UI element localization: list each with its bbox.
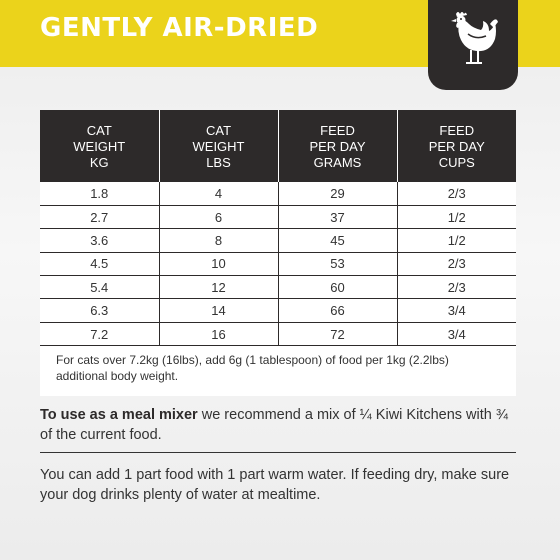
table-row <box>40 299 516 322</box>
cell-lbs: 10 <box>159 252 278 275</box>
cell-cups: 2/3 <box>397 276 516 299</box>
header-cat-weight-lbs: CAT WEIGHT LBS <box>159 110 278 182</box>
cell-grams: 60 <box>278 276 397 299</box>
cell-cups: 1/2 <box>397 205 516 228</box>
header-feed-cups: FEED PER DAY CUPS <box>397 110 516 182</box>
table-row <box>40 322 516 345</box>
meal-mixer-heading: To use as a meal mixer <box>40 407 198 423</box>
cell-kg: 6.3 <box>40 299 159 322</box>
cell-lbs: 8 <box>159 229 278 252</box>
cell-cups: 3/4 <box>397 299 516 322</box>
header-cat-weight-kg: CAT WEIGHT KG <box>40 110 159 182</box>
cell-grams: 72 <box>278 322 397 345</box>
table-header-row <box>40 110 516 182</box>
cell-lbs: 12 <box>159 276 278 299</box>
cell-kg: 5.4 <box>40 276 159 299</box>
cell-cups: 2/3 <box>397 252 516 275</box>
table-row <box>40 276 516 299</box>
cell-lbs: 4 <box>159 182 278 205</box>
cell-lbs: 14 <box>159 299 278 322</box>
banner-title: GENTLY AIR-DRIED <box>40 13 319 43</box>
cell-cups: 3/4 <box>397 322 516 345</box>
cell-grams: 66 <box>278 299 397 322</box>
cell-grams: 53 <box>278 252 397 275</box>
cell-grams: 37 <box>278 205 397 228</box>
table-row <box>40 205 516 228</box>
cell-cups: 2/3 <box>397 182 516 205</box>
feeding-guide-card <box>40 110 516 396</box>
cell-kg: 1.8 <box>90 185 109 201</box>
extra-weight-note: For cats over 7.2kg (16lbs), add 6g (1 tablespoon) of food per 1kg (2.2lbs) additional body weight. <box>56 353 449 384</box>
table-row <box>40 182 516 205</box>
table-row <box>40 229 516 252</box>
meal-mixer-body: we recommend a mix of ¼ Kiwi Kitchens with ¾ of the current food. <box>40 407 508 443</box>
feeding-table <box>40 110 516 346</box>
protein-badge <box>428 0 518 90</box>
header-feed-grams: FEED PER DAY GRAMS <box>278 110 397 182</box>
cell-kg: 4.5 <box>40 252 159 275</box>
cell-cups: 1/2 <box>397 229 516 252</box>
chicken-icon <box>446 8 500 72</box>
cell-kg: 7.2 <box>40 322 159 345</box>
divider <box>40 452 516 453</box>
cell-lbs: 6 <box>159 205 278 228</box>
cell-lbs: 16 <box>159 322 278 345</box>
cell-grams: 45 <box>278 229 397 252</box>
cell-kg: 2.7 <box>40 205 159 228</box>
meal-mixer-text <box>40 405 520 445</box>
cell-grams: 29 <box>278 182 397 205</box>
table-row <box>40 252 516 275</box>
water-instructions: You can add 1 part food with 1 part warm water. If feeding dry, make sure your dog drinks plenty of water at mealtime. <box>40 467 510 503</box>
cell-kg: 3.6 <box>40 229 159 252</box>
